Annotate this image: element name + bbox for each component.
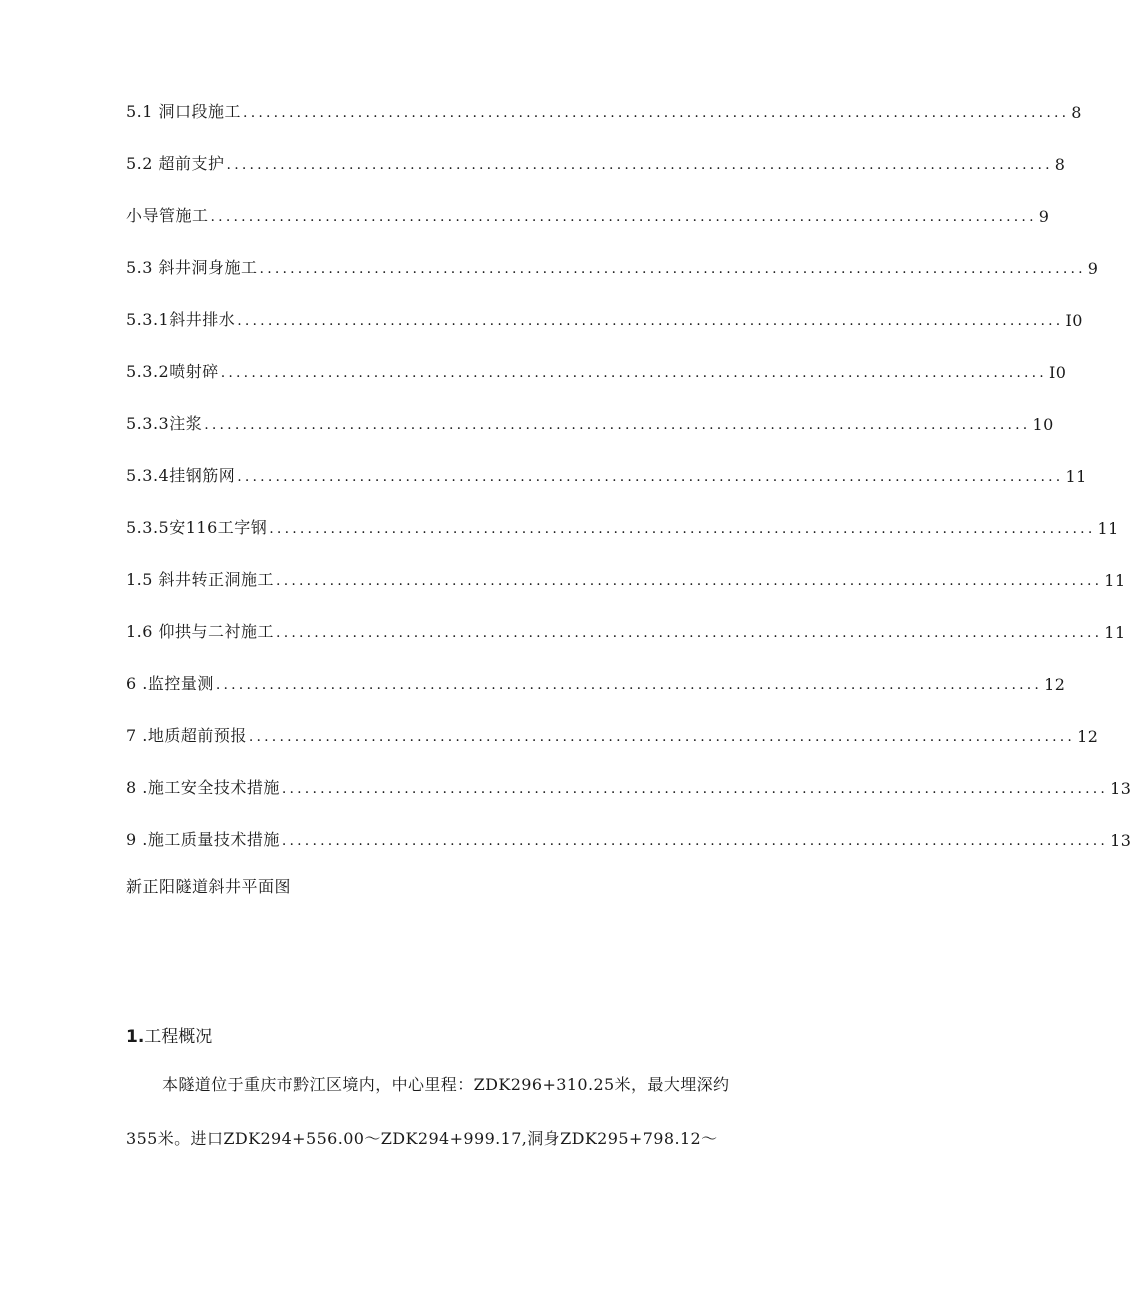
toc-leader-dots: ............................................................................................................ <box>281 833 1109 849</box>
section-title: 工程概况 <box>144 1027 213 1047</box>
toc-entry-label: 5.3.3注浆 <box>126 414 203 433</box>
toc-entry-label: 7 .地质超前预报 <box>126 726 247 745</box>
toc-leader-dots: ............................................................................................................ <box>204 417 1031 433</box>
toc-entry-page: 11 <box>1065 467 1087 486</box>
toc-leader-dots: ............................................................................................................ <box>248 729 1076 745</box>
toc-leader-dots: ............................................................................................................ <box>226 157 1053 173</box>
toc-entry-page: 12 <box>1044 675 1066 694</box>
toc-entry-page: 13 <box>1110 779 1131 798</box>
toc-entry-label: 5.2 超前支护 <box>126 154 225 173</box>
toc-entry[interactable] <box>126 668 1066 694</box>
toc-entry-page: 10 <box>1032 415 1054 434</box>
toc-entry[interactable] <box>126 408 1054 434</box>
toc-entry[interactable] <box>126 772 1131 798</box>
toc-entry-page: 11 <box>1104 571 1126 590</box>
toc-entry[interactable] <box>126 304 1083 330</box>
toc-entry-page: 8 <box>1054 155 1066 174</box>
toc-entry[interactable] <box>126 252 1099 278</box>
paragraph-line: 355米。进口ZDK294+556.00～ZDK294+999.17,洞身ZDK295+798.12～ <box>126 1129 718 1148</box>
toc-entry-label: 5.3.4挂钢筋网 <box>126 466 236 485</box>
figure-caption: 新正阳隧道斜井平面图 <box>126 877 292 896</box>
toc-leader-dots: ............................................................................................................ <box>276 625 1103 641</box>
toc-entry-label: 9 .施工质量技术措施 <box>126 830 280 849</box>
toc-entry-page: I0 <box>1065 311 1083 330</box>
toc-entry-label: 1.5 斜井转正洞施工 <box>126 570 275 589</box>
toc-entry-page: 12 <box>1077 727 1099 746</box>
toc-entry-page: 9 <box>1038 207 1050 226</box>
toc-entry-label: 5.3 斜井洞身施工 <box>126 258 258 277</box>
toc-leader-dots: ............................................................................................................ <box>259 261 1086 277</box>
toc-leader-dots: ............................................................................................................ <box>210 209 1037 225</box>
toc-entry-label: 5.3.5安116工字钢 <box>126 518 268 537</box>
toc-leader-dots: ............................................................................................................ <box>243 105 1070 121</box>
toc-entry-page: 9 <box>1087 259 1099 278</box>
toc-entry-label: 6 .监控量测 <box>126 674 214 693</box>
toc-leader-dots: ............................................................................................................ <box>237 469 1064 485</box>
toc-entry-page: 11 <box>1104 623 1126 642</box>
toc-entry[interactable] <box>126 564 1126 590</box>
toc-entry[interactable] <box>126 356 1067 382</box>
toc-entry-page: 8 <box>1071 103 1082 122</box>
toc-entry[interactable] <box>126 96 1082 122</box>
toc-entry[interactable] <box>126 616 1126 642</box>
toc-entry[interactable] <box>126 720 1099 746</box>
toc-entry-label: 5.3.2喷射碎 <box>126 362 219 381</box>
toc-entry[interactable] <box>126 512 1119 538</box>
toc-leader-dots: ............................................................................................................ <box>269 521 1096 537</box>
toc-entry[interactable] <box>126 200 1050 226</box>
toc-entry[interactable] <box>126 148 1066 174</box>
toc-leader-dots: ............................................................................................................ <box>276 573 1103 589</box>
toc-entry-page: 11 <box>1097 519 1119 538</box>
toc-entry[interactable] <box>126 460 1087 486</box>
toc-entry-label: 小导管施工 <box>126 206 209 225</box>
toc-entry-label: 8 .施工安全技术措施 <box>126 778 280 797</box>
toc-entry[interactable] <box>126 824 1131 850</box>
toc-leader-dots: ............................................................................................................ <box>281 781 1109 797</box>
toc-leader-dots: ............................................................................................................ <box>237 313 1064 329</box>
toc-entry-label: 5.1 洞口段施工 <box>126 102 242 121</box>
section-heading <box>126 1022 212 1047</box>
toc-leader-dots: ............................................................................................................ <box>220 365 1047 381</box>
toc-entry-label: 5.3.1斜井排水 <box>126 310 236 329</box>
paragraph-line: 本隧道位于重庆市黔江区境内，中心里程：ZDK296+310.25米，最大埋深约 <box>162 1075 730 1094</box>
toc-entry-page: 13 <box>1110 831 1131 850</box>
toc-entry-label: 1.6 仰拱与二衬施工 <box>126 622 275 641</box>
toc-leader-dots: ............................................................................................................ <box>215 677 1043 693</box>
section-number: 1. <box>126 1027 145 1047</box>
toc-entry-page: I0 <box>1048 363 1067 382</box>
